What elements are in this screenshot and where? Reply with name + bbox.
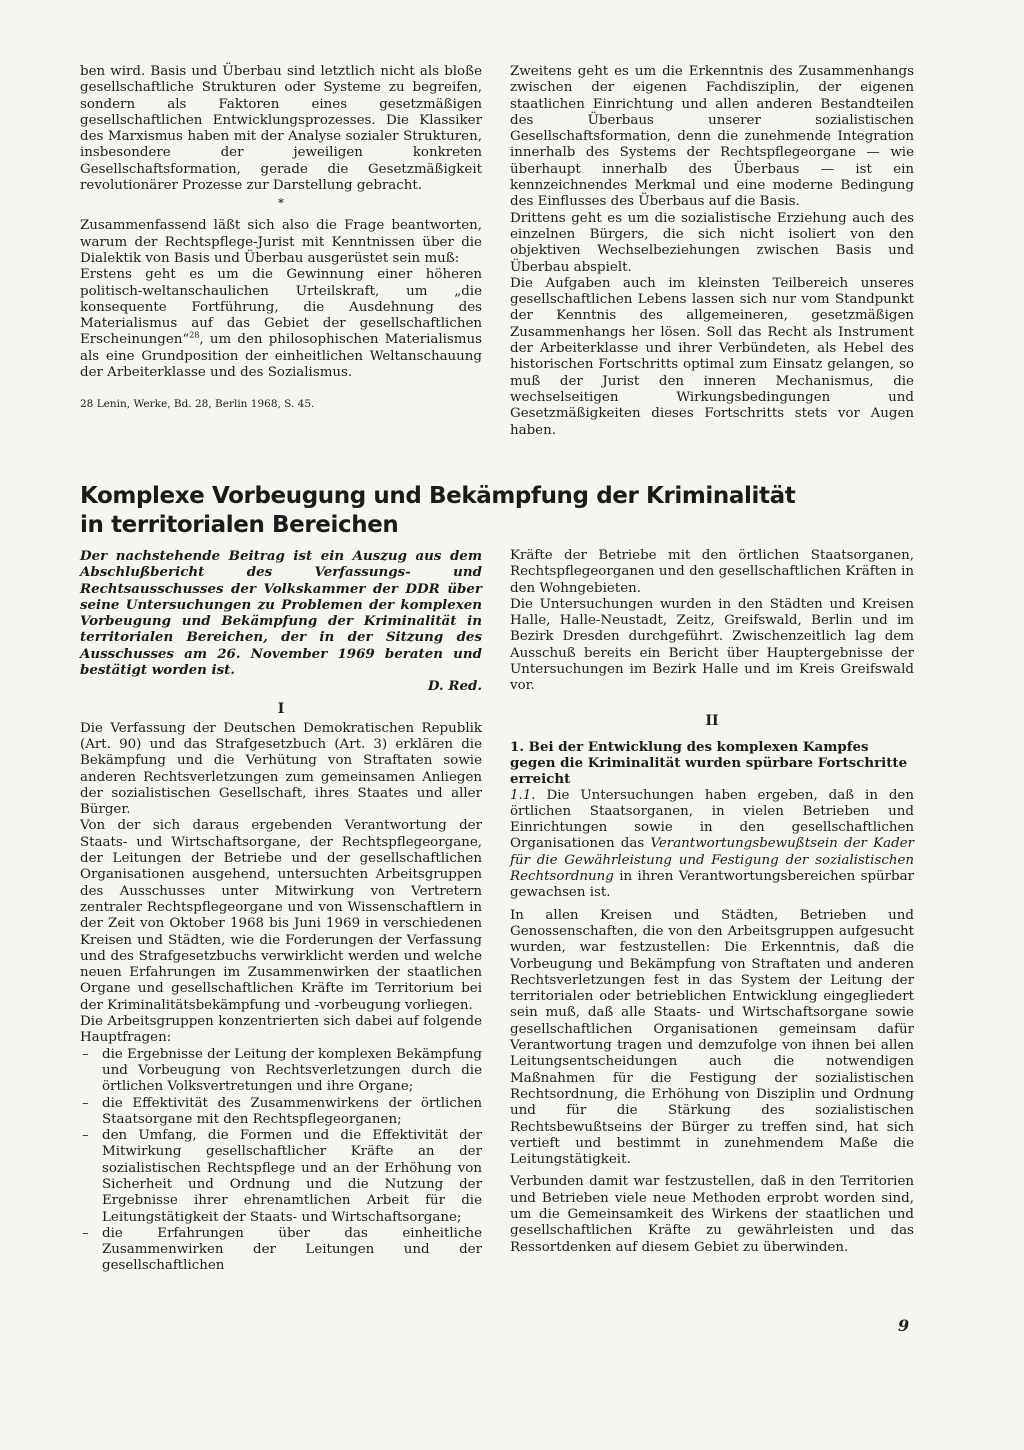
subsection-heading: 1. Bei der Entwicklung des komplexen Kampfes gegen die Kriminalität wurden spürbare Fortschritte erreicht bbox=[510, 738, 908, 788]
article-title: Komplexe Vorbeugung und Bekämpfung der Kriminalität in territorialen Bereichen bbox=[80, 483, 796, 538]
list-item: – die Erfahrungen über das einheitliche Zusammenwirken der Leitungen und der gesellschaftlichen bbox=[80, 1226, 482, 1275]
section-separator: * bbox=[278, 196, 284, 211]
section-heading-2: II bbox=[705, 712, 719, 729]
article-right-column bbox=[510, 548, 914, 1256]
main-questions-list bbox=[80, 1047, 482, 1275]
paragraph: Zweitens geht es um die Erkenntnis des Zusammenhangs zwischen der eigenen Fachdisziplin, der eigenen staatlichen Einrichtung und allen anderen Bestandteilen des Überbaus unserer sozialistischen Gesellschaftsformation, denn die zunehmende Integration innerhalb des Systems der Rechtspflegeorgane — wie überhaupt innerhalb des Überbaus — ist ein kennzeichnendes Merkmal und eine moderne Bedingung des Einflusses des Überbaus auf die Basis. bbox=[510, 64, 914, 210]
article-left-column bbox=[80, 548, 482, 1275]
paragraph: In allen Kreisen und Städten, Betrieben und Genossenschaften, die von den Arbeitsgruppen aufgesucht wurden, war festzustellen: Die Erkenntnis, daß die Vorbeugung und Bekämpfung von Straftaten und anderen Rechtsverletzungen fest in das System der Leitung der territorialen oder betrieblichen Entwicklung eingegliedert sein muß, daß alle Staats- und Wirtschaftsorgane sowie gesellschaftlichen Organisationen gemeinsam dafür Verantwortung tragen und demzufolge von ihnen bei allen Leitungsentscheidungen auch die notwendigen Maßnahmen für die Festigung der sozialistischen Rechtsordnung, die Erhöhung von Disziplin und Ordnung und für die Stärkung des sozialistischen Rechtsbewußtseins der Bürger zu treffen sind, hat sich vertieft und bestimmt in zunehmendem Maße die Leitungstätigkeit. bbox=[510, 907, 914, 1168]
top-left-column bbox=[80, 64, 482, 411]
paragraph: Die Verfassung der Deutschen Demokratischen Republik (Art. 90) und das Strafgesetzbuch (Art. 3) erklären die Bekämpfung und die Verhütung von Straftaten sowie anderen Rechtsverletzungen zum gemeinsamen Anliegen der sozialistischen Gesellschaft, ihres Staates und aller Bürger. bbox=[80, 720, 482, 818]
paragraph: Die Arbeitsgruppen konzentrierten sich dabei auf folgende Hauptfragen: bbox=[80, 1014, 482, 1046]
list-item: – die Effektivität des Zusammenwirkens der örtlichen Staatsorgane mit den Rechtspflegeorganen; bbox=[80, 1096, 482, 1129]
editor-signature: D. Red. bbox=[427, 678, 482, 695]
article-intro: Der nachstehende Beitrag ist ein Auszug aus dem Abschlußbericht des Verfassungs- und Rechtsausschusses der Volkskammer der DDR über seine Untersuchungen zu Problemen der komplexen Vorbeugung und Bekämpfung der Kriminalität in territorialen Bereichen, der in der Sitzung des Ausschusses am 26. November 1969 beraten und bestätigt worden ist. bbox=[80, 548, 482, 679]
footnote: 28 Lenin, Werke, Bd. 28, Berlin 1968, S. 45. bbox=[80, 398, 315, 411]
paragraph: Die Untersuchungen wurden in den Städten und Kreisen Halle, Halle-Neustadt, Zeitz, Greifswald, Berlin und im Bezirk Dresden durchgeführt. Zwischenzeitlich lag dem Ausschuß bereits ein Bericht über Hauptergebnisse der Untersuchungen im Bezirk Halle und im Kreis Greifswald vor. bbox=[510, 596, 914, 694]
paragraph: Kräfte der Betriebe mit den örtlichen Staatsorganen, Rechtspflegeorganen und den gesellschaftlichen Kräften in den Wohngebieten. bbox=[510, 548, 914, 596]
paragraph: Erstens geht es um die Gewinnung einer höheren politisch-weltanschaulichen Urteilskraft, um „die konsequente Fortführung, die Ausdehnung des Materialismus auf das Gebiet der gesellschaftlichen Erscheinungen“$^{28}$, um den philosophischen Materialismus als eine Grundposition der einheitlichen Weltanschauung der Arbeiterklasse und des Sozialismus. bbox=[80, 267, 482, 381]
top-right-column bbox=[510, 64, 914, 439]
paragraph: Drittens geht es um die sozialistische Erziehung auch des einzelnen Bürgers, die sich nicht isoliert von den objektiven Wechselbeziehungen zwischen Basis und Überbau abspielt. bbox=[510, 210, 914, 275]
paragraph: Von der sich daraus ergebenden Verantwortung der Staats- und Wirtschaftsorgane, der Rechtspflegeorgane, der Leitungen der Betriebe und der gesellschaftlichen Organisationen ausgehend, untersuchten Arbeitsgruppen des Ausschusses unter Mitwirkung von Vertretern zentraler Rechtspflegeorgane und von Wissenschaftlern in der Zeit von Oktober 1968 bis Juni 1969 in verschiedenen Kreisen und Städten, wie die Forderungen der Verfassung und des Strafgesetzbuchs verwirklicht werden und welche neuen Erfahrungen im Zusammenwirken der staatlichen Organe und gesellschaftlichen Kräfte im Territorium bei der Kriminalitätsbekämpfung und -vorbeugung vorliegen. bbox=[80, 818, 482, 1013]
footnote-ref: 28 bbox=[189, 330, 200, 340]
list-item: – den Umfang, die Formen und die Effektivität der Mitwirkung gesellschaftlicher Kräfte an der sozialistischen Rechtspflege und an der Erhöhung von Sicherheit und Ordnung und die Nutzung der Ergebnisse ihrer ehrenamtlichen Arbeit für die Leitungstätigkeit der Staats- und Wirtschaftsorgane; bbox=[80, 1128, 482, 1226]
paragraph: ben wird. Basis und Überbau sind letztlich nicht als bloße gesellschaftliche Strukturen oder Systeme zu begreifen, sondern als Faktoren eines gesetzmäßigen gesellschaftlichen Entwicklungsprozesses. Die Klassiker des Marxismus haben mit der Analyse sozialer Strukturen, insbesondere der jeweiligen konkreten Gesellschaftsformation, gerade die Gesetzmäßigkeit revolutionärer Prozesse zur Darstellung gebracht. bbox=[80, 64, 482, 194]
list-item: – die Ergebnisse der Leitung der komplexen Bekämpfung und Vorbeugung von Rechtsverletzungen durch die örtlichen Volksvertretungen und ihre Organe; bbox=[80, 1047, 482, 1096]
paragraph: 1.1. Die Untersuchungen haben ergeben, daß in den örtlichen Staatsorganen, in vielen Betrieben und Einrichtungen sowie in den gesellschaftlichen Organisationen das Verantwortungsbewußtsein der Kader für die Gewährleistung und Festigung der sozialistischen Rechtsordnung in ihren Verantwortungsbereichen spürbar gewachsen ist. bbox=[510, 787, 914, 901]
paragraph: Die Aufgaben auch im kleinsten Teilbereich unseres gesellschaftlichen Lebens lassen sich nur vom Standpunkt der Kenntnis des allgemeineren, gesetzmäßigen Zusammenhangs her lösen. Soll das Recht als Instrument der Arbeiterklasse und ihrer Verbündeten, als Hebel des historischen Fortschritts optimal zum Einsatz gelangen, so muß der Jurist den inneren Mechanismus, die wechselseitigen Wirkungsbedingungen und Gesetzmäßigkeiten dieses Fortschritts stets vor Augen haben. bbox=[510, 275, 914, 438]
paragraph: Zusammenfassend läßt sich also die Frage beantworten, warum der Rechtspflege-Jurist mit Kenntnissen über die Dialektik von Basis und Überbau ausgerüstet sein muß: bbox=[80, 218, 482, 266]
page-number: 9 bbox=[898, 1316, 910, 1335]
paragraph: Verbunden damit war festzustellen, daß in den Territorien und Betrieben viele neue Methoden erprobt worden sind, um die Gemeinsamkeit des Wirkens der staatlichen und gesellschaftlichen Kräfte zu gewährleisten und das Ressortdenken auf diesem Gebiet zu überwinden. bbox=[510, 1174, 914, 1255]
section-heading-1: I bbox=[277, 700, 285, 717]
